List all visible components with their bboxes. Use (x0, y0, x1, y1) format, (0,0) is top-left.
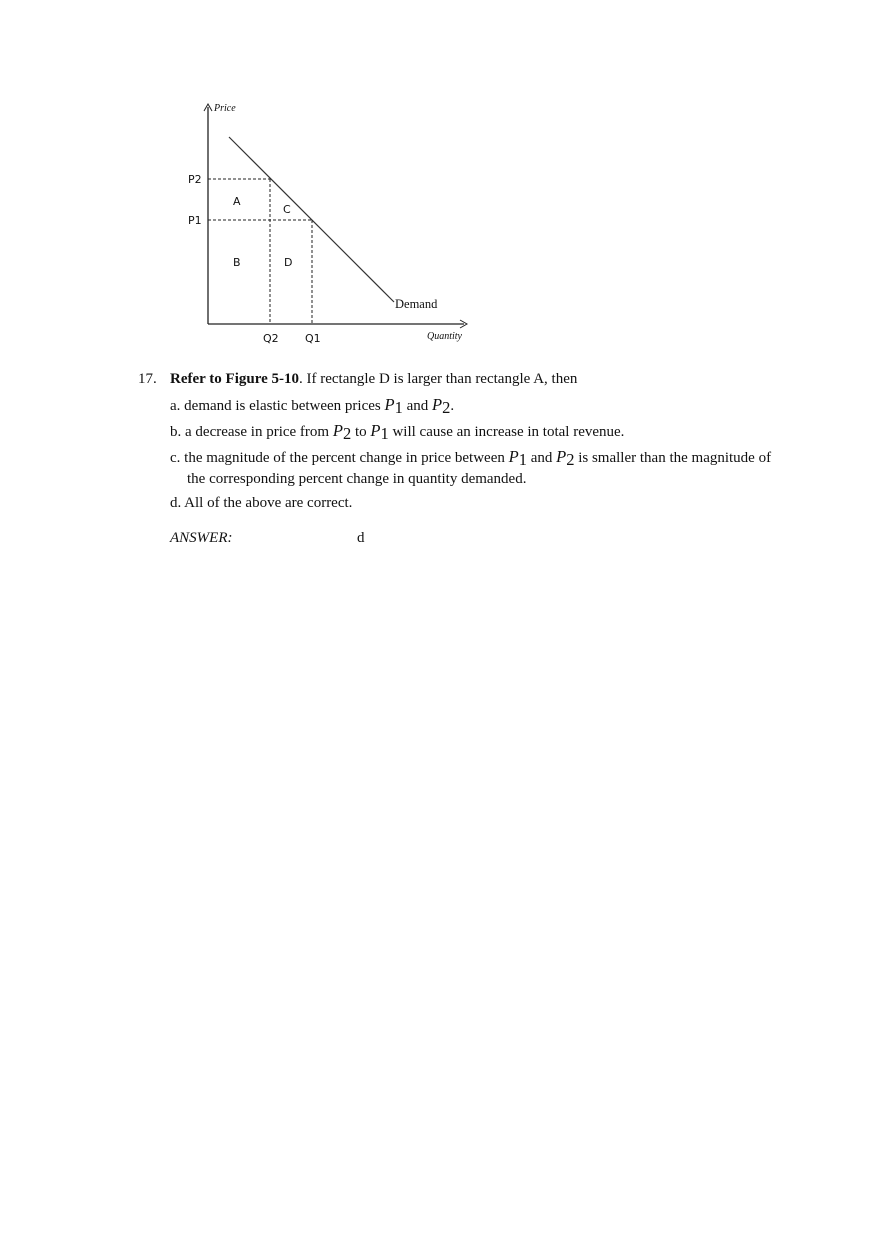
option-d: d. All of the above are correct. (170, 495, 353, 511)
price-level-p2: P2 (188, 173, 202, 186)
quantity-level-q1: Q1 (305, 332, 321, 345)
quantity-axis-label: Quantity (427, 331, 462, 342)
option-b: b. a decrease in price from P2 to P1 will cause an increase in total revenue. (170, 421, 625, 443)
price-axis-label: Price (214, 103, 236, 114)
answer-label: ANSWER: (170, 530, 233, 546)
question-stem-text: . If rectangle D is larger than rectangle A, then (299, 371, 578, 387)
option-c: c. the magnitude of the percent change in price between P1 and P2 is smaller than the magnitude of the corresponding percent change in quantity demanded. (170, 447, 772, 487)
figure-reference: Refer to Figure 5-10 (170, 371, 299, 387)
quantity-level-q2: Q2 (263, 332, 279, 345)
option-a: a. demand is elastic between prices P1 and P2. (170, 395, 455, 417)
answer-row (170, 528, 778, 549)
region-b-label: B (233, 256, 241, 269)
answer-options (170, 394, 778, 549)
demand-chart (150, 95, 490, 355)
demand-figure (150, 95, 490, 355)
answer-value: d (357, 530, 365, 546)
question-number: 17. (138, 371, 157, 387)
price-level-p1: P1 (188, 214, 202, 227)
region-d-label: D (284, 256, 293, 269)
region-c-label: C (283, 203, 291, 216)
demand-curve-label: Demand (395, 297, 438, 311)
region-a-label: A (233, 195, 241, 208)
question-stem (138, 369, 778, 390)
question-17 (138, 369, 778, 549)
